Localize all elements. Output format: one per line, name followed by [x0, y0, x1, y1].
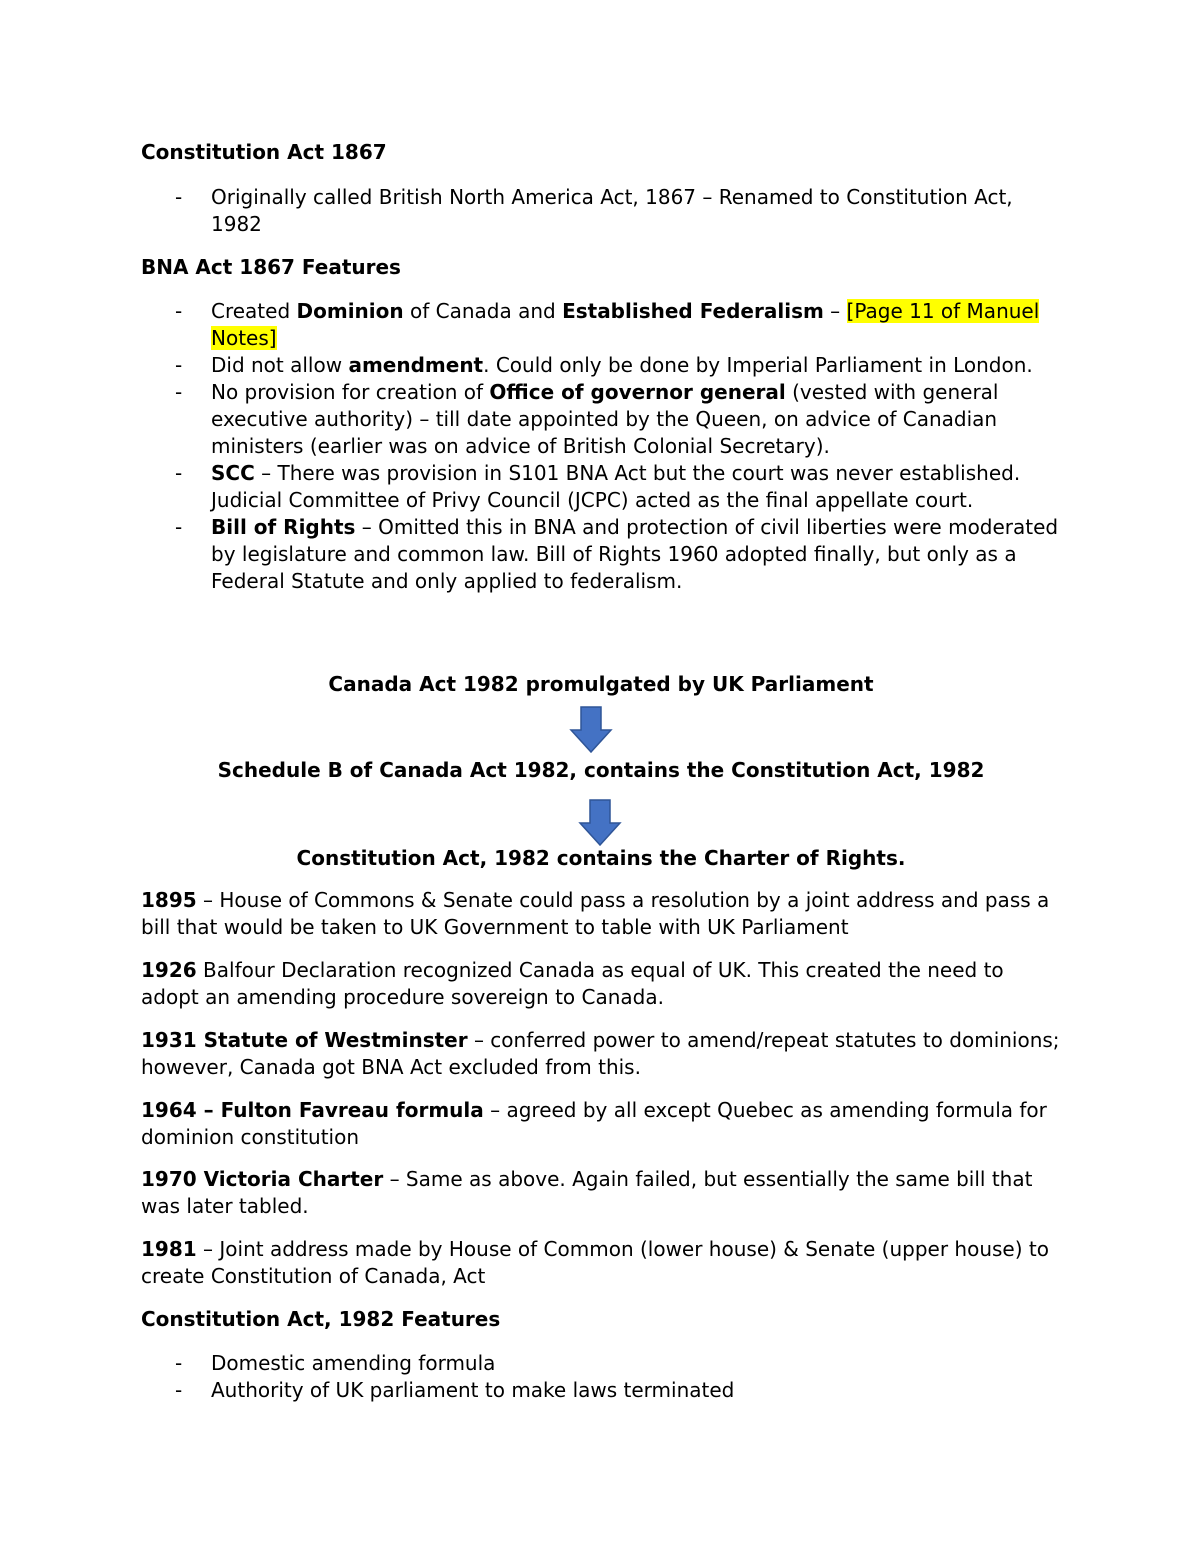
heading-constitution-act-1982-features: Constitution Act, 1982 Features — [141, 1307, 501, 1331]
list-item: - Domestic amending formula — [175, 1351, 496, 1375]
timeline-1926: 1926 Balfour Declaration recognized Canada as equal of UK. This created the need to adopt an amending procedure sovereign to Canada. — [141, 958, 1004, 1009]
list-item: - Originally called British North America Act, 1867 – Renamed to Constitution Act, 1982 — [175, 185, 1013, 236]
list-item: - No provision for creation of Office of governor general (vested with general executive authority) – till date appointed by the Queen, on advice of Canadian ministers (earlier was on advice of British Colonial Secretary). — [175, 380, 999, 458]
timeline-1981: 1981 – Joint address made by House of Common (lower house) & Senate (upper house) to create Constitution of Canada, Act — [141, 1237, 1049, 1288]
flow-step-3: Constitution Act, 1982 contains the Charter of Rights. — [296, 846, 906, 870]
list-item: - Created Dominion of Canada and Established Federalism – [Page 11 of Manuel Notes] — [175, 299, 1040, 350]
section-constitution-act-1982-features — [141, 1306, 1061, 1333]
list-item: - Did not allow amendment. Could only be done by Imperial Parliament in London. — [175, 353, 1033, 377]
timeline-1970: 1970 Victoria Charter – Same as above. Again failed, but essentially the same bill that was later tabled. — [141, 1167, 1033, 1218]
timeline-1895: 1895 – House of Commons & Senate could pass a resolution by a joint address and pass a bill that would be taken to UK Government to table with UK Parliament — [141, 888, 1050, 939]
flow-step-1: Canada Act 1982 promulgated by UK Parliament — [328, 672, 874, 696]
highlight-note: [Page 11 of Manuel Notes] — [211, 299, 1040, 350]
list-item: - Bill of Rights – Omitted this in BNA and protection of civil liberties were moderated by legislature and common law. Bill of Rights 1960 adopted finally, but only as a Federal Statute and only applied to federalism. — [175, 515, 1059, 593]
list-item: - Authority of UK parliament to make laws terminated — [175, 1378, 735, 1402]
section3-list — [141, 1350, 1061, 1404]
down-arrow-icon — [569, 706, 613, 754]
section2-list — [141, 298, 1061, 595]
down-arrow-icon — [578, 799, 622, 847]
section-bna-features — [141, 254, 1061, 281]
timeline-1931: 1931 Statute of Westminster – conferred power to amend/repeat statutes to dominions; however, Canada got BNA Act excluded from this. — [141, 1028, 1060, 1079]
arrow-shape — [580, 800, 620, 845]
section1-list — [141, 184, 1061, 238]
heading-bna-features: BNA Act 1867 Features — [141, 255, 401, 279]
arrow-shape — [571, 707, 611, 752]
list-item: - SCC – There was provision in S101 BNA Act but the court was never established. Judicial Committee of Privy Council (JCPC) acted as the final appellate court. — [175, 461, 1021, 512]
section-constitution-act-1867 — [141, 139, 1061, 166]
flow-step-2: Schedule B of Canada Act 1982, contains the Constitution Act, 1982 — [217, 758, 985, 782]
heading-constitution-act-1867: Constitution Act 1867 — [141, 140, 387, 164]
timeline-1964: 1964 – Fulton Favreau formula – agreed by all except Quebec as amending formula for dominion constitution — [141, 1098, 1047, 1149]
